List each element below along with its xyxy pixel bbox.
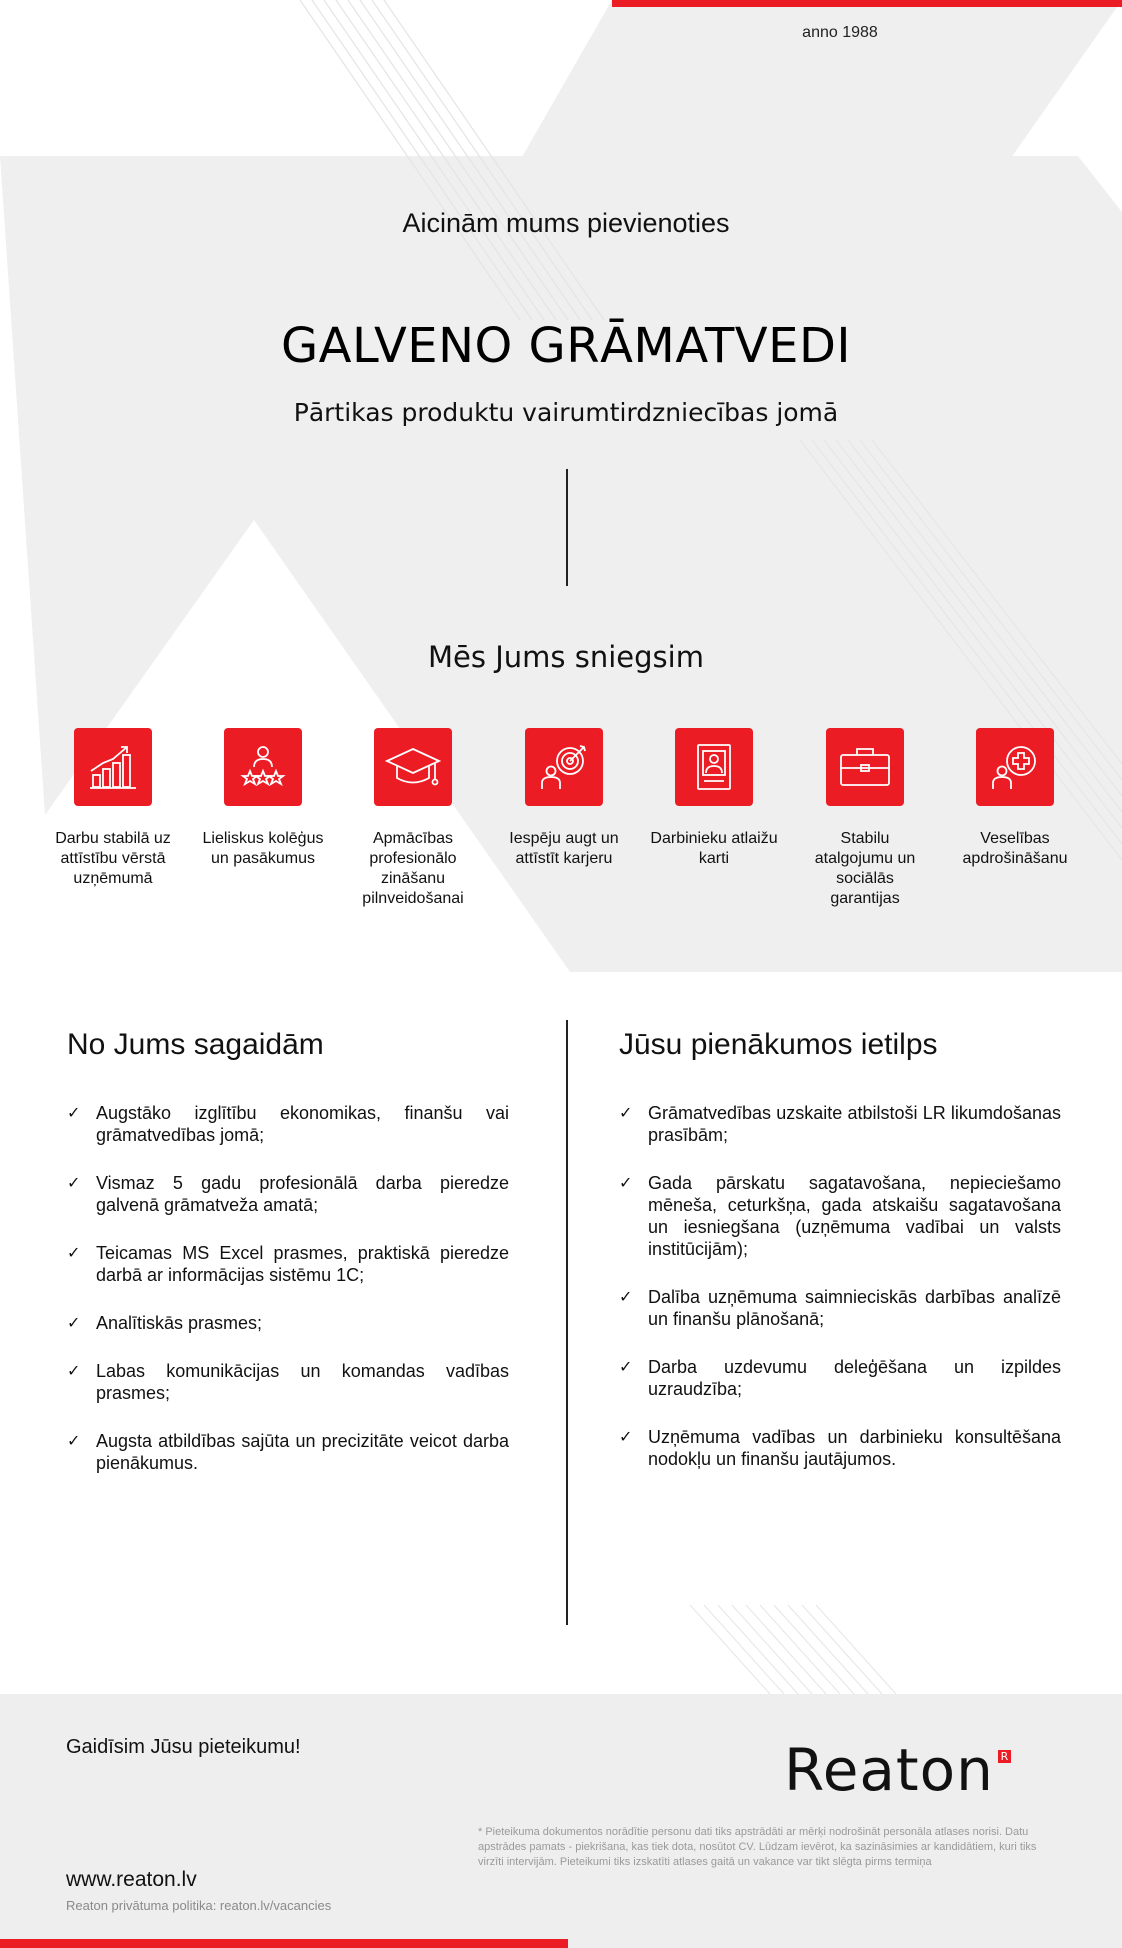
divider-vertical-middle: [566, 1020, 568, 1625]
benefit-item: [198, 728, 328, 869]
benefit-item: [649, 728, 779, 869]
benefit-label: Lieliskus kolēģus un pasākumus: [202, 830, 324, 867]
reaton-logo: [784, 1736, 1011, 1804]
privacy-policy-link[interactable]: Reaton privātuma politika: reaton.lv/vacancies: [66, 1898, 332, 1913]
bottom-accent-bar: [0, 1939, 568, 1948]
graduation-cap-icon: [374, 728, 452, 806]
list-item: ✓ Dalība uzņēmuma saimnieciskās darbības analīzē un finanšu plānošanā;: [619, 1287, 1061, 1329]
list-item: ✓ Darba uzdevumu deleģēšana un izpildes uzraudzība;: [619, 1357, 1061, 1399]
await-text: Gaidīsim Jūsu pieteikumu!: [66, 1736, 301, 1758]
website-link[interactable]: www.reaton.lv: [66, 1868, 197, 1891]
job-title: GALVENO GRĀMATVEDI: [280, 318, 852, 374]
check-icon: ✓: [619, 1287, 633, 1306]
health-insurance-icon: [976, 728, 1054, 806]
divider-vertical-top: [566, 469, 568, 586]
benefit-label: Stabilu atalgojumu un sociālās garantijas: [814, 830, 916, 907]
logo-text: Reaton: [784, 1736, 994, 1804]
top-accent-bar: [612, 0, 1122, 7]
list-item: ✓ Teicamas MS Excel prasmes, praktiskā pieredze darbā ar informācijas sistēmu 1C;: [67, 1243, 509, 1285]
list-item: ✓ Augsta atbildības sajūta un precizitāte veicot darba pienākumus.: [67, 1431, 509, 1473]
career-target-icon: [525, 728, 603, 806]
benefit-label: Apmācības profesionālo zināšanu pilnveidošanai: [362, 830, 464, 907]
benefit-label: Iespēju augt un attīstīt karjeru: [509, 830, 619, 867]
growth-chart-icon: [74, 728, 152, 806]
list-item: ✓ Analītiskās prasmes;: [67, 1313, 263, 1333]
benefit-item: [499, 728, 629, 869]
check-icon: ✓: [67, 1103, 81, 1122]
briefcase-icon: [826, 728, 904, 806]
list-item: ✓ Grāmatvedības uzskaite atbilstoši LR likumdošanas prasībām;: [619, 1103, 1061, 1145]
check-icon: ✓: [619, 1103, 633, 1122]
requirements-heading: No Jums sagaidām: [67, 1028, 324, 1061]
list-item: ✓ Augstāko izglītību ekonomikas, finanšu vai grāmatvedības jomā;: [67, 1103, 509, 1145]
benefit-item: [48, 728, 178, 889]
duties-heading: Jūsu pienākumos ietilps: [619, 1028, 938, 1061]
benefit-item: [800, 728, 930, 909]
job-subtitle: Pārtikas produktu vairumtirdzniecības jomā: [293, 398, 839, 427]
invite-heading: Aicinām mums pievienoties: [402, 208, 730, 238]
benefit-item: [348, 728, 478, 909]
benefit-label: Darbinieku atlaižu karti: [650, 830, 778, 867]
check-icon: ✓: [619, 1427, 633, 1446]
anno-text: anno 1988: [802, 24, 878, 41]
benefit-item: [950, 728, 1080, 869]
check-icon: ✓: [67, 1313, 81, 1332]
offer-heading: Mēs Jums sniegsim: [428, 640, 704, 674]
check-icon: ✓: [67, 1361, 81, 1380]
employee-card-icon: [675, 728, 753, 806]
registered-mark-icon: R: [998, 1750, 1011, 1763]
list-item: ✓ Labas komunikācijas un komandas vadības prasmes;: [67, 1361, 509, 1403]
list-item: ✓ Gada pārskatu sagatavošana, nepieciešamo mēneša, ceturkšņa, gada atskaišu sagatavošana un iesniegšana (uzņēmuma vadībai un valsts institūcijām);: [619, 1173, 1061, 1259]
check-icon: ✓: [619, 1173, 633, 1192]
check-icon: ✓: [67, 1243, 81, 1262]
check-icon: ✓: [67, 1431, 81, 1450]
list-item: ✓ Vismaz 5 gadu profesionālā darba pieredze galvenā grāmatveža amatā;: [67, 1173, 509, 1215]
check-icon: ✓: [67, 1173, 81, 1192]
privacy-disclaimer: * Pieteikuma dokumentos norādītie personu dati tiks apstrādāti ar mērķi nodrošināt personāla atlases norisi. Datu apstrādes pamats - piekrišana, kas tiek dota, nosūtot CV. Lūdzam ievērot, ka sazināsimies ar kandidātiem, kuri tiks virzīti intervijām. Pieteikumi tiks izskatīti atlases gaitā un vakance var tikt slēgta pirms termiņa: [478, 1826, 1037, 1868]
duties-list: [619, 1102, 1061, 1496]
check-icon: ✓: [619, 1357, 633, 1376]
list-item: ✓ Uzņēmuma vadības un darbinieku konsultēšana nodokļu un finanšu jautājumos.: [619, 1427, 1061, 1469]
benefit-label: Darbu stabilā uz attīstību vērstā uzņēmumā: [55, 830, 171, 887]
benefit-label: Veselības apdrošināšanu: [962, 830, 1068, 867]
team-stars-icon: [224, 728, 302, 806]
requirements-list: [67, 1102, 509, 1500]
